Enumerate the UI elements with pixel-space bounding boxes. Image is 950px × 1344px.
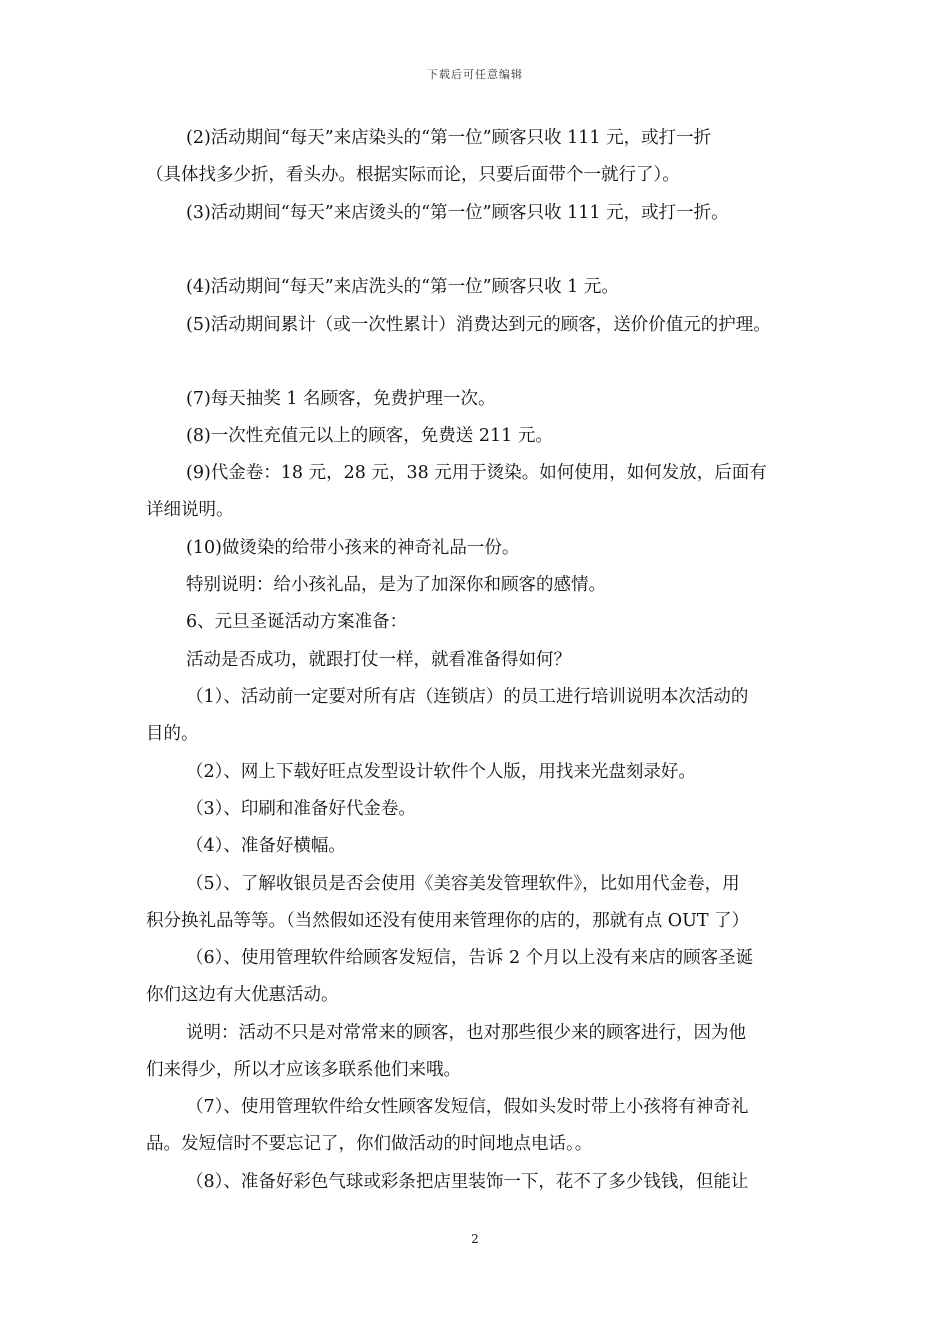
paragraph-line: (3)活动期间“每天”来店烫头的“第一位”顾客只收 111 元，或打一折。 <box>186 203 729 223</box>
paragraph-line: （6）、使用管理软件给顾客发短信，告诉 2 个月以上没有来店的顾客圣诞 <box>186 948 754 968</box>
section-heading: 6、元旦圣诞活动方案准备： <box>186 612 408 632</box>
paragraph-line: 们来得少，所以才应该多联系他们来哦。 <box>146 1060 461 1080</box>
paragraph-line: (8)一次性充值元以上的顾客，免费送 211 元。 <box>186 426 553 446</box>
paragraph-line: (7)每天抽奖 1 名顾客，免费护理一次。 <box>186 389 496 409</box>
paragraph-line: （1）、活动前一定要对所有店（连锁店）的员工进行培训说明本次活动的 <box>186 687 749 707</box>
paragraph-line: 你们这边有大优惠活动。 <box>146 985 339 1005</box>
paragraph-line: 活动是否成功，就跟打仗一样，就看准备得如何？ <box>186 650 571 670</box>
paragraph-line: (2)活动期间“每天”来店染头的“第一位”顾客只收 111 元，或打一折 <box>186 128 712 148</box>
page-number: 2 <box>471 1232 479 1246</box>
paragraph-line: (5)活动期间累计（或一次性累计）消费达到元的顾客，送价价值元的护理。 <box>186 315 771 335</box>
paragraph-line: 详细说明。 <box>146 500 234 520</box>
paragraph-line: （具体找多少折，看头办。根据实际而论，只要后面带个一就行了）。 <box>146 165 680 185</box>
paragraph-line: 特别说明：给小孩礼品，是为了加深你和顾客的感情。 <box>186 575 606 595</box>
paragraph-line: （8）、准备好彩色气球或彩条把店里装饰一下，花不了多少钱钱，但能让 <box>186 1172 749 1192</box>
paragraph-line: 目的。 <box>146 724 199 744</box>
page-header: 下载后可任意编辑 <box>427 68 523 81</box>
paragraph-line: （7）、使用管理软件给女性顾客发短信，假如头发时带上小孩将有神奇礼 <box>186 1097 749 1117</box>
paragraph-line: (9)代金卷：18 元，28 元，38 元用于烫染。如何使用，如何发放，后面有 <box>186 463 767 483</box>
paragraph-line: （3）、印刷和准备好代金卷。 <box>186 799 416 819</box>
paragraph-line: （5）、了解收银员是否会使用《美容美发管理软件》，比如用代金卷，用 <box>186 874 740 894</box>
paragraph-line: （2）、网上下载好旺点发型设计软件个人版，用找来光盘刻录好。 <box>186 762 696 782</box>
paragraph-line: 积分换礼品等等。（当然假如还没有使用来管理你的店的，那就有点 OUT 了） <box>146 911 750 931</box>
paragraph-line: （4）、准备好横幅。 <box>186 836 346 856</box>
paragraph-line: (10)做烫染的给带小孩来的神奇礼品一份。 <box>186 538 520 558</box>
paragraph-line: (4)活动期间“每天”来店洗头的“第一位”顾客只收 1 元。 <box>186 277 619 297</box>
paragraph-line: 品。发短信时不要忘记了，你们做活动的时间地点电话。。 <box>146 1134 593 1154</box>
paragraph-line: 说明：活动不只是对常常来的顾客，也对那些很少来的顾客进行，因为他 <box>186 1023 746 1043</box>
